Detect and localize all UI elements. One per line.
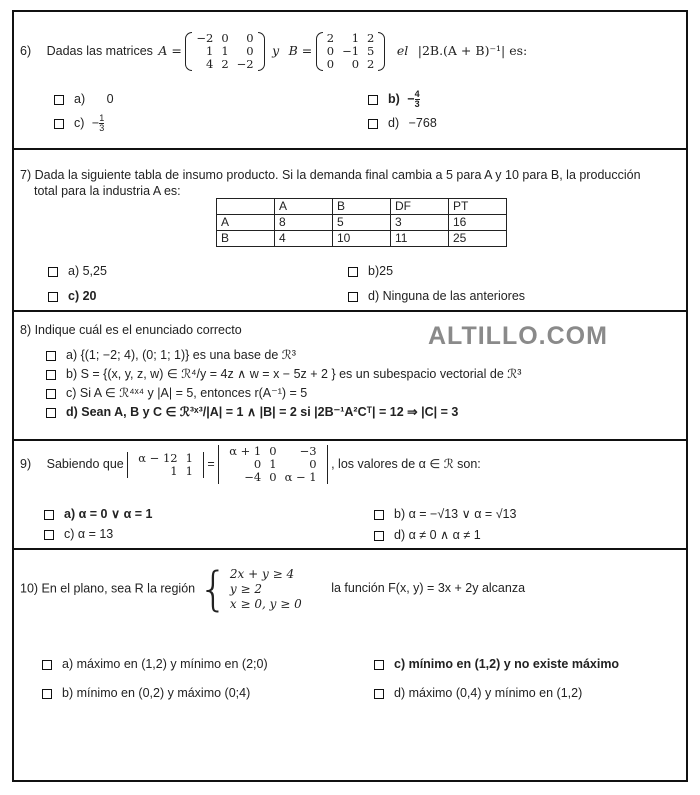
option-7c[interactable]: c) 20 — [48, 289, 97, 303]
determinant-left: α − 12 1 1 1 — [127, 452, 204, 478]
checkbox[interactable] — [374, 510, 384, 520]
option-9a[interactable]: a) α = 0 ∨ α = 1 — [44, 506, 152, 521]
checkbox[interactable] — [348, 292, 358, 302]
determinant-expression: |2B.(A + B)⁻¹| es: — [417, 42, 528, 58]
checkbox[interactable] — [46, 389, 56, 399]
option-9d[interactable]: d) α ≠ 0 ∧ α ≠ 1 — [374, 527, 481, 542]
checkbox[interactable] — [44, 530, 54, 540]
checkbox[interactable] — [374, 531, 384, 541]
exam-sheet — [12, 10, 688, 782]
matrix-a-label: A = — [158, 42, 182, 58]
inequality-system: 2x + y ≥ 4 y ≥ 2 x ≥ 0, y ≥ 0 — [229, 566, 302, 611]
table-row: A 8 5 3 16 — [217, 215, 507, 231]
matrix-b: 2 1 2 0 −1 5 0 0 2 — [316, 32, 386, 71]
checkbox[interactable] — [46, 351, 56, 361]
checkbox[interactable] — [368, 95, 378, 105]
checkbox[interactable] — [42, 660, 52, 670]
checkbox[interactable] — [44, 510, 54, 520]
question-9-statement: 9) Sabiendo que α − 12 1 1 1 = α + 1 0 −3 0 1 0 −4 0 α − 1 , los valores de α ∈ ℛ son: — [20, 444, 481, 484]
option-8b[interactable]: b) S = {(x, y, z, w) ∈ ℛ⁴/y = 4z ∧ w = x − 5z + 2 } es un subespacio vectorial de ℛ³ — [46, 366, 521, 381]
option-7b[interactable]: b)25 — [348, 264, 393, 278]
checkbox[interactable] — [48, 267, 58, 277]
checkbox[interactable] — [54, 95, 64, 105]
conjunction: y — [272, 42, 280, 58]
question-7-line-2: total para la industria A es: — [34, 184, 181, 198]
question-10-statement: 10) En el plano, sea R la región { 2x + y ≥ 4 y ≥ 2 x ≥ 0, y ≥ 0 la función F(x, y) = 3x + 2y alcanza — [20, 562, 526, 616]
separator — [14, 148, 686, 150]
input-output-table — [216, 198, 507, 247]
option-8d[interactable]: d) Sean A, B y C ∈ ℛ³ˣ³/|A| = 1 ∧ |B| = 2 si |2B⁻¹A²Cᵀ| = 12 ⇒ |C| = 3 — [46, 404, 458, 419]
separator — [14, 548, 686, 550]
option-6d[interactable]: d) −768 — [368, 116, 437, 130]
question-text: Dadas las matrices — [46, 43, 153, 58]
checkbox[interactable] — [46, 370, 56, 380]
question-number: 6) — [20, 43, 32, 58]
separator — [14, 439, 686, 441]
checkbox[interactable] — [374, 660, 384, 670]
option-10b[interactable]: b) mínimo en (0,2) y máximo (0;4) — [42, 686, 250, 700]
option-6a[interactable]: a) 0 — [54, 92, 114, 106]
question-6-statement — [20, 32, 527, 71]
determinant-right: α + 1 0 −3 0 1 0 −4 0 α − 1 — [218, 445, 327, 484]
watermark-logo: ALTILLO.COM — [428, 322, 608, 350]
option-7d[interactable]: d) Ninguna de las anteriores — [348, 289, 525, 303]
matrix-b-label: B = — [288, 42, 313, 58]
checkbox[interactable] — [42, 689, 52, 699]
checkbox[interactable] — [368, 119, 378, 129]
option-8c[interactable]: c) Si A ∈ ℛ⁴ˣ⁴ y |A| = 5, entonces r(A⁻¹) = 5 — [46, 385, 307, 400]
checkbox[interactable] — [374, 689, 384, 699]
separator — [14, 310, 686, 312]
table-row: B 4 10 11 25 — [217, 231, 507, 247]
checkbox[interactable] — [46, 408, 56, 418]
option-10a[interactable]: a) máximo en (1,2) y mínimo en (2;0) — [42, 657, 268, 671]
option-7a[interactable]: a) 5,25 — [48, 264, 107, 278]
checkbox[interactable] — [348, 267, 358, 277]
option-6b[interactable]: b) − $\frac{4}{3}$ — [368, 90, 420, 109]
question-8-statement: 8) Indique cuál es el enunciado correcto — [20, 323, 242, 337]
question-7-line-1: 7) Dada la siguiente tabla de insumo producto. Si la demanda final cambia a 5 para A y 10 para B, la producción — [20, 168, 641, 182]
option-10c[interactable]: c) mínimo en (1,2) y no existe máximo — [374, 657, 619, 671]
matrix-a: −2 0 0 1 1 0 4 2 −2 — [185, 32, 264, 71]
option-6c[interactable]: c) − $\frac{1}{3}$ — [54, 114, 104, 133]
checkbox[interactable] — [48, 292, 58, 302]
option-9c[interactable]: c) α = 13 — [44, 527, 113, 541]
table-row: A B DF PT — [217, 199, 507, 215]
option-9b[interactable]: b) α = −√13 ∨ α = √13 — [374, 506, 516, 521]
el-word: el — [396, 42, 409, 58]
option-10d[interactable]: d) máximo (0,4) y mínimo en (1,2) — [374, 686, 582, 700]
checkbox[interactable] — [54, 119, 64, 129]
option-8a[interactable]: a) {(1; −2; 4), (0; 1; 1)} es una base de ℛ³ — [46, 347, 296, 362]
system-brace: { — [198, 562, 228, 616]
